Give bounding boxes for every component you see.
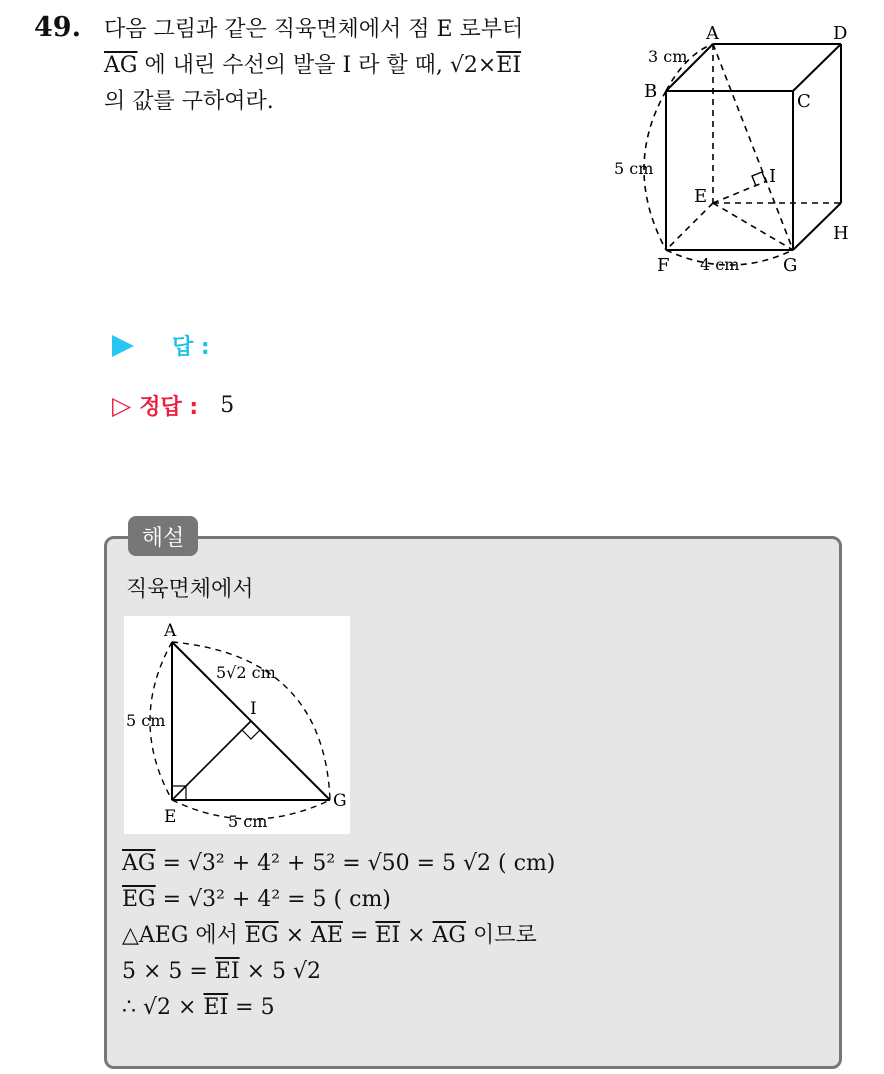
label-b: B xyxy=(644,81,658,102)
question-text xyxy=(104,12,584,120)
question-line-3: 의 값를 구하여라. xyxy=(104,89,274,114)
diagonal-eg xyxy=(713,203,793,250)
altitude-ei xyxy=(172,721,251,800)
cuboid-figure xyxy=(604,18,860,278)
sqrt2: √2 xyxy=(449,53,478,78)
answer-row xyxy=(112,330,210,361)
correct-answer-value: 5 xyxy=(220,393,235,418)
segment-ei: $\overline{EI}$ xyxy=(496,53,522,78)
correct-answer-row xyxy=(112,390,234,421)
tri-dim-bottom: 5 cm xyxy=(228,812,268,831)
eq3-segment-ag: $\overline{AG}$ xyxy=(432,923,467,948)
tri-dim-hyp: 5√2 cm xyxy=(216,663,276,682)
eq5-post: = 5 xyxy=(228,995,275,1020)
correct-answer-label: 정답 : xyxy=(139,395,199,420)
label-g: G xyxy=(783,255,798,276)
label-e: E xyxy=(694,186,708,207)
solution-equations xyxy=(122,846,555,1026)
play-triangle-icon xyxy=(112,335,134,357)
eq2-segment-eg: $\overline{EG}$ xyxy=(122,887,156,912)
eq3-equals: = xyxy=(342,923,376,948)
eq3-post: 이므로 xyxy=(466,923,537,948)
eq5-segment-ei: $\overline{EI}$ xyxy=(203,995,229,1020)
question-line-2-mid: 에 내린 수선의 발을 I 라 할 때, xyxy=(137,53,450,78)
eq5-pre: ∴ √2 × xyxy=(122,995,204,1020)
question-line-1: 다음 그림과 같은 직육면체에서 점 E 로부터 xyxy=(104,17,524,42)
eq3-times-2: × xyxy=(400,923,433,948)
question-number: 49. xyxy=(34,12,81,43)
right-angle-i xyxy=(242,730,260,739)
perpendicular-ei xyxy=(713,181,767,203)
equation-5 xyxy=(122,990,555,1026)
times-sign: × xyxy=(477,53,497,78)
eq2-rest: = √3² + 4² = 5 ( cm) xyxy=(155,887,391,912)
eq3-segment-ae: $\overline{AE}$ xyxy=(311,923,343,948)
eq1-rest: = √3² + 4² + 5² = √50 = 5 √2 ( cm) xyxy=(155,851,556,876)
label-c: C xyxy=(797,91,811,112)
equation-4 xyxy=(122,954,555,990)
diagonal-ag xyxy=(713,44,793,250)
dimension-height: 5 cm xyxy=(614,159,654,178)
tri-label-g: G xyxy=(333,791,347,811)
equation-2 xyxy=(122,882,555,918)
dimension-depth: 3 cm xyxy=(648,47,688,66)
label-i: I xyxy=(769,166,777,187)
outline-triangle-icon: ▷ xyxy=(112,390,132,420)
eq3-times-1: × xyxy=(278,923,311,948)
tri-label-i: I xyxy=(250,699,257,719)
question-line-2 xyxy=(104,48,584,84)
label-d: D xyxy=(833,23,848,44)
label-h: H xyxy=(833,223,849,244)
label-a: A xyxy=(706,23,719,44)
solution-intro: 직육면체에서 xyxy=(126,577,254,602)
eq3-segment-ei: $\overline{EI}$ xyxy=(375,923,401,948)
eq4-pre: 5 × 5 = xyxy=(122,959,215,984)
eq3-pre: △AEG 에서 xyxy=(122,923,245,948)
hidden-edge-ef xyxy=(666,203,713,250)
edge-dc xyxy=(793,44,841,91)
tri-label-e: E xyxy=(164,807,177,827)
eq3-segment-eg: $\overline{EG}$ xyxy=(244,923,279,948)
triangle-aeg-figure xyxy=(124,616,350,834)
eq4-segment-ei: $\overline{EI}$ xyxy=(214,959,240,984)
solution-tag: 해설 xyxy=(128,516,198,556)
answer-label: 답 : xyxy=(172,335,210,360)
eq1-segment-ag: $\overline{AG}$ xyxy=(122,851,156,876)
equation-3 xyxy=(122,918,555,954)
eq4-post: × 5 √2 xyxy=(239,959,322,984)
label-f: F xyxy=(657,255,670,276)
tri-label-a: A xyxy=(164,621,177,641)
dimension-width: 4 cm xyxy=(700,255,740,274)
segment-ag: $\overline{AG}$ xyxy=(104,53,138,78)
tri-dim-left: 5 cm xyxy=(126,711,166,730)
equation-1 xyxy=(122,846,555,882)
